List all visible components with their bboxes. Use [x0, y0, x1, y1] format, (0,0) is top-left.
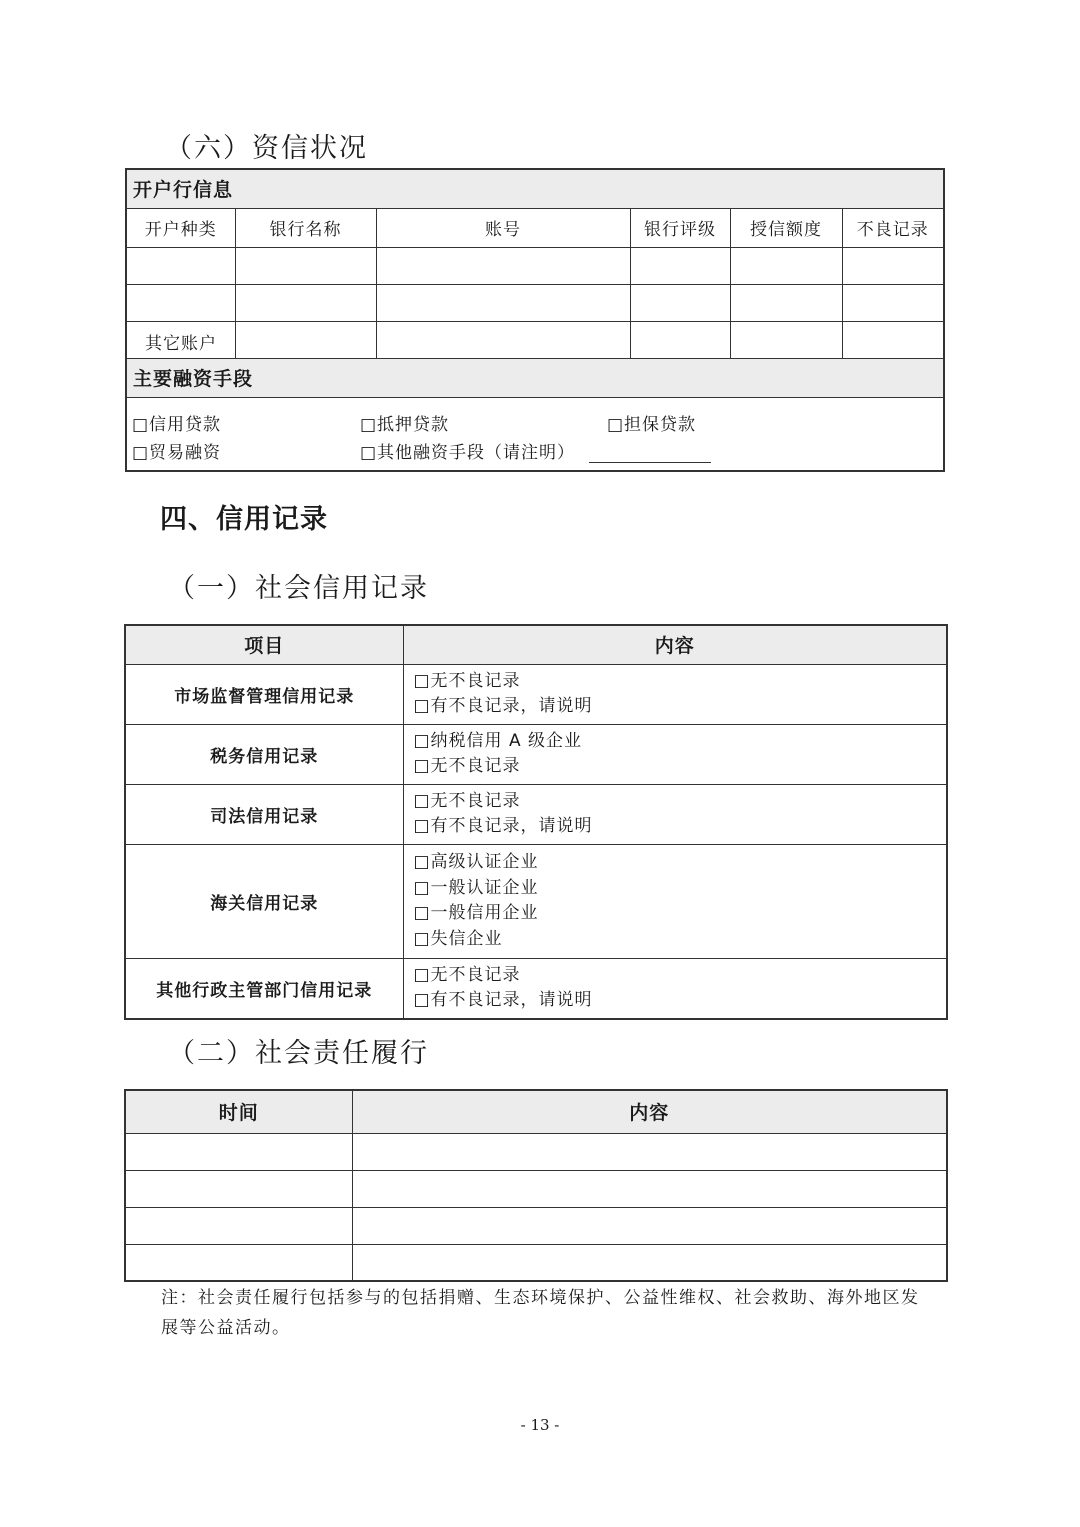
checkbox-mortgage-loan[interactable]: □抵押贷款 [360, 414, 450, 435]
table-row [125, 958, 947, 1019]
row-label-customs: 海关信用记录 [125, 844, 403, 958]
table-row [126, 284, 944, 321]
checkbox-option[interactable]: □无不良记录 [413, 756, 521, 776]
section-heading-social-responsibility: （二）社会责任履行 [168, 1038, 429, 1069]
bank-info-table [125, 168, 945, 472]
table-row [125, 1133, 947, 1170]
col-header-content: 内容 [403, 625, 947, 664]
table-cell[interactable] [235, 321, 376, 358]
table-row [126, 247, 944, 284]
checkbox-guarantee-loan[interactable]: □担保贷款 [607, 414, 697, 435]
checkbox-option[interactable]: □有不良记录，请说明 [413, 696, 593, 716]
table-cell[interactable] [126, 247, 235, 284]
table-cell[interactable] [235, 247, 376, 284]
row-label-judicial: 司法信用记录 [125, 784, 403, 844]
col-header-bank-rating: 银行评级 [630, 208, 730, 247]
table-row [125, 1207, 947, 1244]
chapter-heading-credit-records: 四、信用记录 [160, 504, 328, 535]
table-cell[interactable] [352, 1170, 947, 1207]
table-row [126, 321, 944, 358]
other-accounts-label: 其它账户 [126, 321, 235, 358]
table-cell[interactable] [125, 1207, 352, 1244]
table-cell[interactable] [376, 284, 630, 321]
financing-options [126, 397, 944, 471]
checkbox-option[interactable]: □失信企业 [413, 928, 503, 949]
col-header-credit-limit: 授信额度 [730, 208, 842, 247]
table-cell[interactable] [730, 321, 842, 358]
table-cell[interactable] [730, 247, 842, 284]
checkbox-other-financing[interactable] [360, 438, 711, 463]
row-label-market-supervision: 市场监督管理信用记录 [125, 664, 403, 724]
table-cell[interactable] [630, 284, 730, 321]
table-cell[interactable] [126, 284, 235, 321]
col-header-content: 内容 [352, 1090, 947, 1133]
checkbox-option[interactable]: □有不良记录，请说明 [413, 816, 593, 836]
table-row [125, 724, 947, 784]
table-row [125, 844, 947, 958]
table-cell[interactable] [125, 1133, 352, 1170]
table-row [125, 784, 947, 844]
section-heading-credit-status: （六）资信状况 [165, 133, 368, 164]
table-cell[interactable] [842, 321, 944, 358]
other-financing-label: □其他融资手段（请注明） [360, 442, 576, 463]
table-cell[interactable] [376, 321, 630, 358]
table-cell[interactable] [352, 1244, 947, 1281]
table-cell[interactable] [842, 247, 944, 284]
table-cell[interactable] [376, 247, 630, 284]
checkbox-option[interactable]: □有不良记录，请说明 [413, 990, 593, 1010]
checkbox-option[interactable]: □一般信用企业 [413, 903, 539, 923]
table-cell[interactable] [842, 284, 944, 321]
checkbox-option[interactable]: □高级认证企业 [413, 852, 539, 872]
table-row [125, 1244, 947, 1281]
table-row [125, 1170, 947, 1207]
checkbox-option[interactable]: □无不良记录 [413, 964, 521, 985]
section-heading-social-credit: （一）社会信用记录 [168, 573, 429, 604]
table-cell[interactable] [235, 284, 376, 321]
footnote: 注：社会责任履行包括参与的包括捐赠、生态环境保护、公益性维权、社会救助、海外地区发展等公益活动。 [161, 1288, 920, 1338]
social-credit-table [124, 624, 948, 1020]
table-row [125, 664, 947, 724]
col-header-bad-record: 不良记录 [842, 208, 944, 247]
table-cell[interactable] [630, 321, 730, 358]
col-header-bank-name: 银行名称 [235, 208, 376, 247]
page-number: - 13 - [520, 1416, 560, 1434]
social-responsibility-table [124, 1089, 948, 1282]
checkbox-trade-finance[interactable]: □贸易融资 [132, 442, 222, 463]
checkbox-option[interactable]: □一般认证企业 [413, 877, 539, 898]
table-cell[interactable] [125, 1170, 352, 1207]
table-cell[interactable] [630, 247, 730, 284]
checkbox-option[interactable]: □无不良记录 [413, 790, 521, 811]
col-header-account-type: 开户种类 [126, 208, 235, 247]
col-header-account-number: 账号 [376, 208, 630, 247]
checkbox-option[interactable]: □纳税信用 A 级企业 [413, 730, 582, 751]
table-cell[interactable] [125, 1244, 352, 1281]
fill-in-line[interactable] [589, 449, 711, 463]
row-label-other-admin: 其他行政主管部门信用记录 [125, 958, 403, 1019]
checkbox-credit-loan[interactable]: □信用贷款 [132, 414, 222, 435]
col-header-item: 项目 [125, 625, 403, 664]
table-cell[interactable] [352, 1133, 947, 1170]
financing-title: 主要融资手段 [126, 358, 944, 397]
bank-info-title: 开户行信息 [126, 169, 944, 208]
table-cell[interactable] [352, 1207, 947, 1244]
col-header-time: 时间 [125, 1090, 352, 1133]
row-label-tax: 税务信用记录 [125, 724, 403, 784]
table-cell[interactable] [730, 284, 842, 321]
checkbox-option[interactable]: □无不良记录 [413, 670, 521, 691]
